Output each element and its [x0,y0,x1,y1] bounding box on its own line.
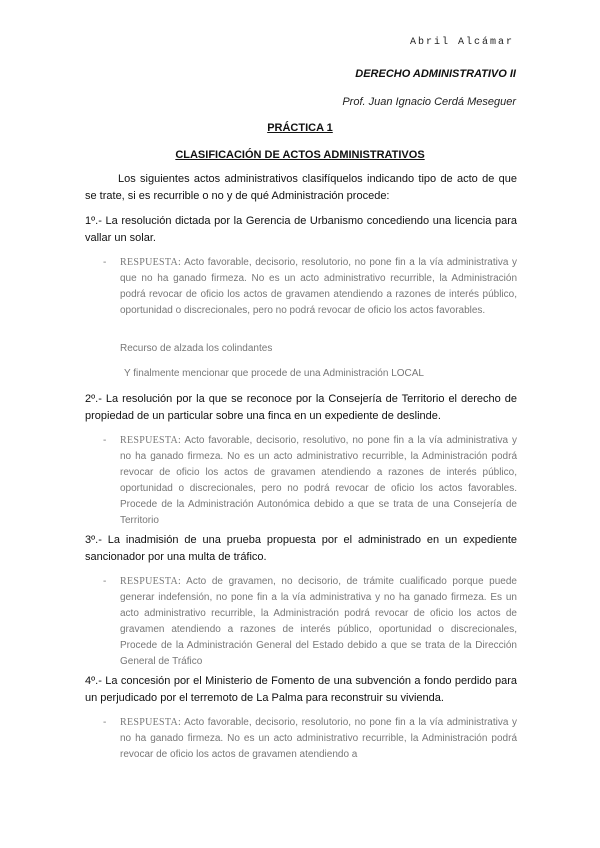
bullet-dash: - [103,435,107,446]
question-2: 2º.- La resolución por la que se reconoce por la Consejería de Territorio el derecho de propiedad de un particular sobre una finca en un expediente de deslinde. [85,393,517,422]
answer-text: Acto favorable, decisorio, resolutorio, no pone fin a la vía administrativa y que no ha ganado firmeza. No es un acto administrativo recurrible, la Administración podrá revocar de oficio los actos de gravamen atendiendo a razones de interés público, oportunidad o discrecionales, pero no podrá revocar de oficio los actos favorables. [120,257,517,316]
question-1: 1º.- La resolución dictada por la Gerencia de Urbanismo concediendo una licencia para vallar un solar. [85,215,517,244]
professor-name: Prof. Juan Ignacio Cerdá Meseguer [342,96,516,108]
question-4: 4º.- La concesión por el Ministerio de Fomento de una subvención a fondo perdido para un perjudicado por el terremoto de La Palma para reconstruir su vivienda. [85,675,517,704]
answer-label: RESPUESTA: [120,435,182,446]
answer-label: RESPUESTA: [120,576,182,587]
answer-2 [103,433,517,529]
course-title: DERECHO ADMINISTRATIVO II [355,68,516,80]
practice-title: PRÁCTICA 1 [267,122,333,134]
author-name: Abril Alcámar [409,37,514,48]
bullet-dash: - [103,257,107,268]
answer-3 [103,574,517,670]
bullet-dash: - [103,717,107,728]
answer-label: RESPUESTA: [120,257,182,268]
answer-1 [103,255,517,319]
bullet-dash: - [103,576,107,587]
section-heading: CLASIFICACIÓN DE ACTOS ADMINISTRATIVOS [175,149,425,161]
answer-text: Acto favorable, decisorio, resolutivo, no pone fin a la vía administrativa y no ha ganado firmeza. No es un acto administrativo recurrible, la Administración podrá revocar de oficio los actos de gravamen atendiendo a razones de interés público, oportunidad o discrecionales, pero no podrá revocar de oficio los actos favorables. Procede de la Administración Autonómica debido a que se trata de una Consejería de Territorio [120,435,517,526]
question-3: 3º.- La inadmisión de una prueba propuesta por el administrado en un expediente sancionador por una multa de tráfico. [85,534,517,563]
intro-paragraph: Los siguientes actos administrativos clasifíquelos indicando tipo de acto de que se trate, si es recurrible o no y de qué Administración procede: [85,173,517,202]
answer-text: Acto favorable, decisorio, resolutorio, no pone fin a la vía administrativa y no ha ganado firmeza. No es un acto administrativo recurrible, la Administración podrá revocar de oficio los actos de gravamen atendiendo a [120,717,517,760]
answer-label: RESPUESTA: [120,717,182,728]
note-recurso: Recurso de alzada los colindantes [120,343,273,354]
note-administracion: Y finalmente mencionar que procede de una Administración LOCAL [124,368,424,379]
answer-text: Acto de gravamen, no decisorio, de trámite cualificado porque puede generar indefensión, no pone fin a la vía administrativa y no ha ganado firmeza. Es un acto administrativo recurrible, la Administración podrá revocar de oficio los actos de gravamen atendiendo a razones de interés público, oportunidad o discrecionales, Procede de la Administración General del Estado debido a que se trata de la Dirección General de Tráfico [120,576,517,667]
answer-4 [103,715,517,763]
